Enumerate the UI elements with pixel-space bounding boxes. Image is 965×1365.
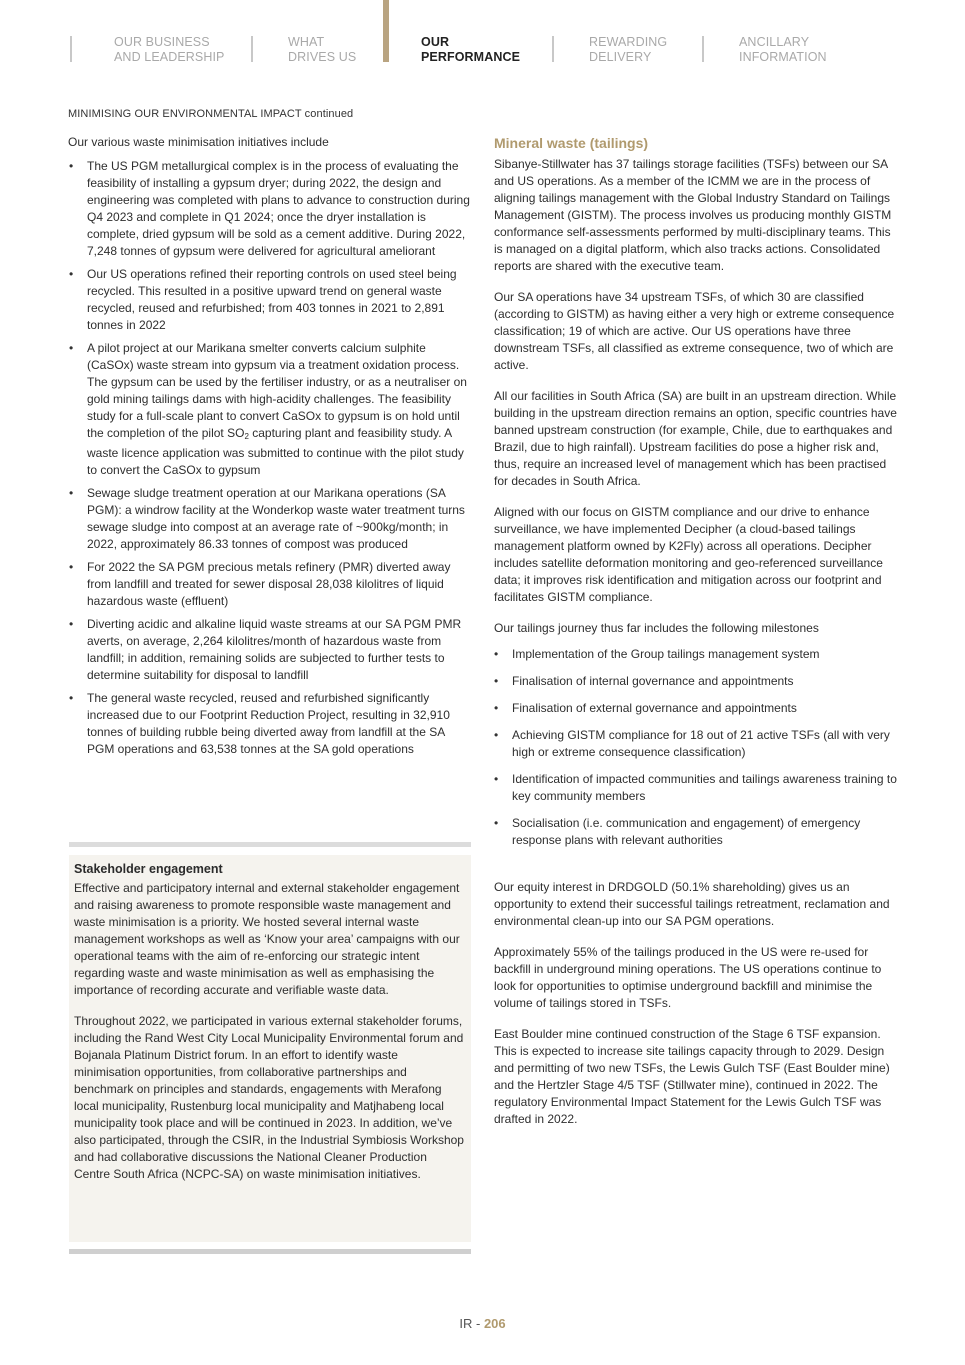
nav-label-line1: WHAT bbox=[288, 35, 325, 49]
list-item: • Socialisation (i.e. communication and engagement) of emergency response plans with relevant authorities bbox=[494, 815, 899, 849]
list-item: • Sewage sludge treatment operation at our Marikana operations (SA PGM): a windrow facility at the Wonderkop waste water treatment turns sewage sludge into compost at an average rate of ~900kg/month; in 2022, approximately 86.33 tonnes of compost was produced bbox=[68, 485, 472, 553]
nav-separator bbox=[251, 36, 253, 62]
tailings-paragraph: Our equity interest in DRDGOLD (50.1% shareholding) gives us an opportunity to extend their successful tailings retreatment, reclamation and environmental clean-up into our SA PGM operations. bbox=[494, 880, 890, 928]
section-title-text: MINIMISING OUR ENVIRONMENTAL IMPACT bbox=[68, 108, 302, 120]
box-top-rule bbox=[69, 842, 471, 847]
nav-label-line2: DRIVES US bbox=[288, 50, 357, 64]
list-item: • Our US operations refined their reporting controls on used steel being recycled. This resulted in a positive upward trend on general waste recycled, reused and refurbished; from 403 tonnes in 2021 to 2,891 tonnes in 2022 bbox=[68, 266, 472, 334]
nav-item-ancillary-information[interactable] bbox=[739, 35, 827, 65]
waste-initiatives-list bbox=[68, 158, 472, 758]
waste-initiatives-intro: Our various waste minimisation initiatives include bbox=[68, 135, 329, 149]
tailings-paragraph: Our SA operations have 34 upstream TSFs, of which 30 are classified (according to GISTM) as having either a very high or extreme consequence classification; 19 of which are active. Our US operations have three downstream TSFs, all classified as extreme consequence, two of which are active. bbox=[494, 290, 895, 372]
nav-label-line2: PERFORMANCE bbox=[421, 50, 521, 64]
tailings-paragraph: All our facilities in South Africa (SA) are built in an upstream direction. While building in the upstream direction remains an option, specific countries have banned upstream construction (for example, Chile, due to earthquakes and Brazil, due to high rainfall). Upstream facilities do pose a higher risk and, thus, require an increased level of management which has been practised for decades in South Africa. bbox=[494, 389, 897, 488]
list-item: • Finalisation of external governance and appointments bbox=[494, 700, 899, 717]
section-title-continued: continued bbox=[304, 108, 354, 120]
nav-item-our-performance[interactable] bbox=[421, 35, 520, 65]
nav-label-line1: ANCILLARY bbox=[739, 35, 810, 49]
list-item bbox=[68, 340, 472, 479]
list-item: • Diverting acidic and alkaline liquid waste streams at our SA PGM PMR averts, on average, 2,264 kilolitres/month of hazardous waste from landfill; in addition, remaining solids are subjected to further tests to determine suitability for disposal to landfill bbox=[68, 616, 472, 684]
list-item: • Finalisation of internal governance and appointments bbox=[494, 673, 899, 690]
stakeholder-heading: Stakeholder engagement bbox=[74, 862, 223, 876]
page-footer bbox=[0, 1316, 965, 1331]
list-item: • Implementation of the Group tailings management system bbox=[494, 646, 899, 663]
stakeholder-engagement-box bbox=[69, 855, 471, 1242]
milestones-intro: Our tailings journey thus far includes the following milestones bbox=[494, 621, 819, 635]
list-item: • For 2022 the SA PGM precious metals refinery (PMR) diverted away from landfill and treated for sewer disposal 28,038 kilolitres of liquid hazardous waste (effluent) bbox=[68, 559, 472, 610]
nav-label-line2: INFORMATION bbox=[739, 50, 827, 64]
list-item-text: A pilot project at our Marikana smelter converts calcium sulphite (CaSOx) waste stream into gypsum via a treatment oxidation process. The gypsum can be used by the fertiliser industry, or as a neutraliser on gold mining tailings dams with high-acidity challenges. The feasibility study for a full-scale plant to convert CaSOx to gypsum is on hold until the completion of the pilot SO bbox=[87, 341, 467, 440]
list-item-text-tail: capturing plant and feasibility study. A waste licence application was submitted to continue with the pilot study to convert the CaSOx to gypsum bbox=[87, 426, 464, 477]
box-bottom-rule bbox=[69, 1249, 471, 1254]
subscript: 2 bbox=[244, 432, 249, 441]
list-item: • Identification of impacted communities and tailings awareness training to key community members bbox=[494, 771, 899, 805]
right-column bbox=[494, 134, 899, 1142]
mineral-waste-heading: Mineral waste (tailings) bbox=[494, 135, 649, 151]
tailings-paragraph: Sibanye-Stillwater has 37 tailings storage facilities (TSFs) between our SA and US operations. As a member of the ICMM we are in the process of aligning tailings management with the Global Industry Standard on Tailings Management (GISTM). The process involves us producing monthly GISTM conformance self-assessments performed by multi-disciplinary teams. This is managed on a digital platform, which also tracks actions. Consolidated reports are shared with the executive team. bbox=[494, 157, 892, 273]
nav-item-what-drives-us[interactable] bbox=[288, 35, 356, 65]
list-item: • Achieving GISTM compliance for 18 out of 21 active TSFs (all with very high or extreme consequence classification) bbox=[494, 727, 899, 761]
tailings-paragraph: East Boulder mine continued construction of the Stage 6 TSF expansion. This is expected to increase site tailings capacity through to 2029. Design and permitting of two new TSFs, the Lewis Gulch TSF (East Boulder mine) and the Hertzler Stage 4/5 TSF (Stillwater mine), continued in 2022. The regulatory Environmental Impact Statement for the Lewis Gulch TSF was drafted in 2022. bbox=[494, 1027, 890, 1126]
footer-prefix: IR - bbox=[459, 1316, 481, 1331]
nav-label-line2: AND LEADERSHIP bbox=[114, 50, 225, 64]
tailings-paragraph: Approximately 55% of the tailings produced in the US were re-used for backfill in underground mining operations. The US operations continue to look for opportunities to optimise underground backfill and minimise the volume of tailings stored in TSFs. bbox=[494, 945, 882, 1010]
nav-separator bbox=[552, 36, 554, 62]
section-title bbox=[68, 108, 353, 120]
milestones-list bbox=[494, 646, 899, 849]
nav-item-rewarding-delivery[interactable] bbox=[589, 35, 667, 65]
page-number: 206 bbox=[483, 1316, 506, 1331]
stakeholder-paragraph: Throughout 2022, we participated in various external stakeholder forums, including the Rand West City Local Municipality Environmental forum and Bojanala Platinum District forum. In an effort to identify waste minimisation opportunities, from collaborative partnerships and benchmark on principles and standards, engagements with Merafong local municipality, Rustenburg local municipality and Matjhabeng local municipality took place and will be continued in 2023. In addition, we’ve also participated, through the CSIR, in the Industrial Symbiosis Workshop and had collaborative discussions the National Cleaner Production Centre South Africa (NCPC-SA) on waste minimisation initiatives. bbox=[74, 1014, 464, 1181]
list-item: • The US PGM metallurgical complex is in the process of evaluating the feasibility of installing a gypsum dryer; during 2022, the design and engineering was completed with plans to advance to construction during Q4 2023 and complete in Q1 2024; once the dryer installation is complete, dried gypsum will be sold as a cement additive. During 2022, 7,248 tonnes of gypsum were delivered for agricultural ameliorant bbox=[68, 158, 472, 260]
nav-separator bbox=[70, 36, 72, 62]
nav-label-line1: REWARDING bbox=[589, 35, 668, 49]
nav-active-indicator bbox=[383, 0, 389, 62]
nav-label-line1: OUR BUSINESS bbox=[114, 35, 210, 49]
list-item: • The general waste recycled, reused and refurbished significantly increased due to our Footprint Reduction Project, resulting in 32,910 tonnes of building rubble being diverted away from landfill at the SA PGM operations and 63,538 tonnes at the SA gold operations bbox=[68, 690, 472, 758]
nav-label-line2: DELIVERY bbox=[589, 50, 652, 64]
nav-separator bbox=[702, 36, 704, 62]
top-navigation bbox=[0, 0, 965, 70]
nav-item-our-business[interactable] bbox=[114, 35, 224, 65]
stakeholder-paragraph: Effective and participatory internal and external stakeholder engagement and raising awareness to promote responsible waste management and waste minimisation is a priority. We hosted several internal waste management workshops as well as ‘Know your area’ campaigns with our operational teams with the aim of re-enforcing our strategic intent regarding waste and waste minimisation as well as emphasising the importance of recording accurate and verifiable waste data. bbox=[74, 881, 460, 997]
left-column bbox=[68, 134, 472, 764]
nav-label-line1: OUR bbox=[421, 35, 450, 49]
tailings-paragraph: Aligned with our focus on GISTM compliance and our drive to enhance surveillance, we have implemented Decipher (a cloud-based tailings management platform owned by K2Fly) across all operations. Decipher includes satellite deformation monitoring and geo-referenced surveillance data; it improves risk identification and mitigation across our footprint and facilitates GISTM compliance. bbox=[494, 505, 883, 604]
